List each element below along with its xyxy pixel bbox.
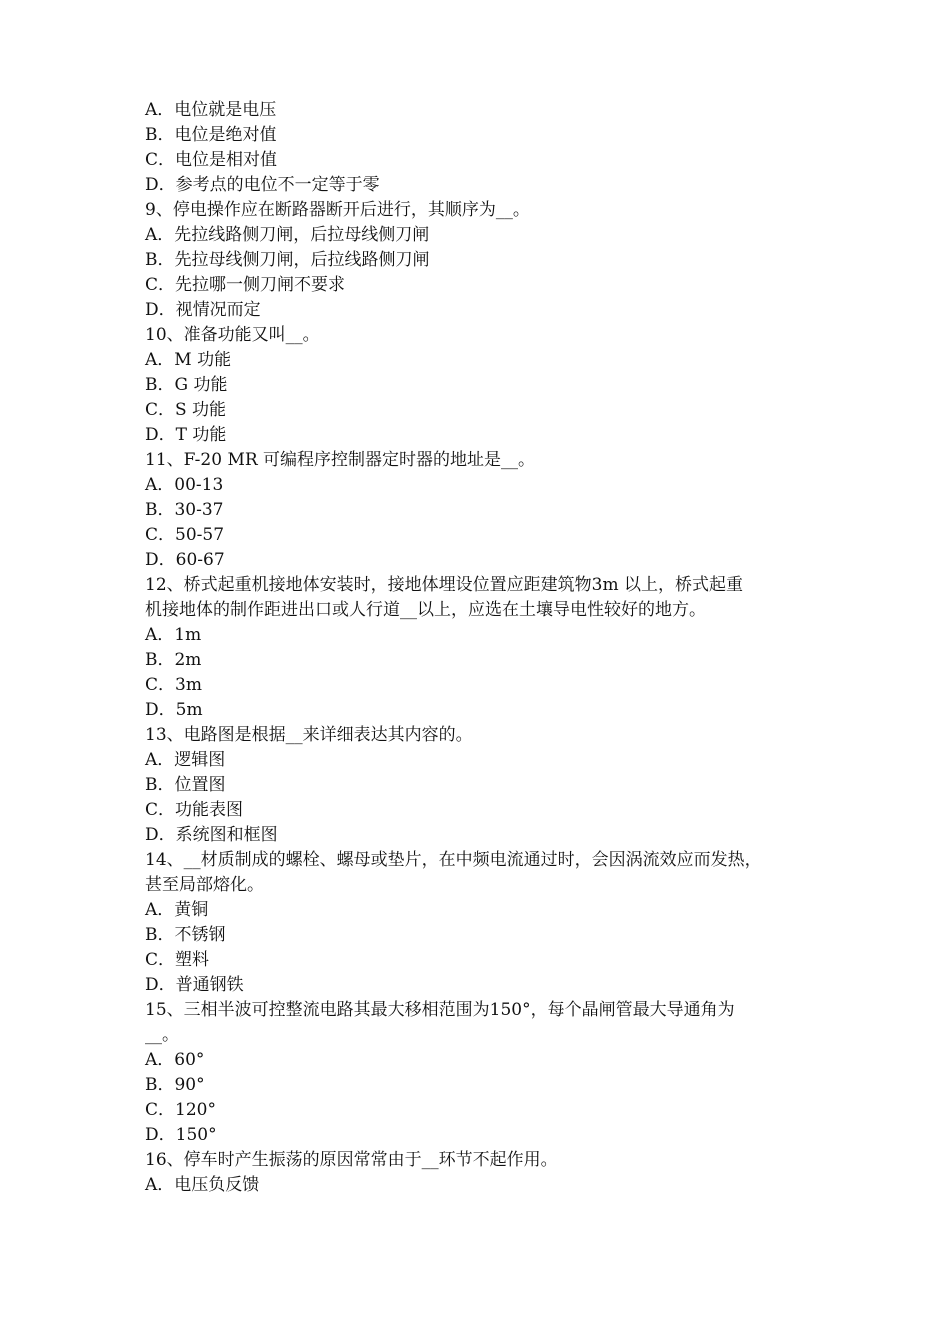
option-line: B．电位是绝对值 [145, 125, 277, 145]
option-line: B．G 功能 [145, 375, 228, 395]
option-line: B．先拉母线侧刀闸，后拉线路侧刀闸 [145, 250, 430, 270]
option-line: A．先拉线路侧刀闸，后拉母线侧刀闸 [145, 225, 430, 245]
question-line-continuation: 机接地体的制作距进出口或人行道__以上，应选在土壤导电性较好的地方。 [145, 600, 706, 620]
option-line: B．30-37 [145, 500, 224, 520]
option-line: A．M 功能 [145, 350, 232, 370]
option-line: C．先拉哪一侧刀闸不要求 [145, 275, 346, 295]
question-line: 13、电路图是根据__来详细表达其内容的。 [145, 725, 473, 745]
option-line: D．60-67 [145, 550, 225, 570]
option-line: A．电位就是电压 [145, 100, 277, 120]
option-line: A．逻辑图 [145, 750, 226, 770]
option-line: A．60° [145, 1050, 205, 1070]
option-line: C．塑料 [145, 950, 210, 970]
question-line: 11、F-20 MR 可编程序控制器定时器的地址是__。 [145, 450, 536, 470]
option-line: C．50-57 [145, 525, 225, 545]
option-line: D．150° [145, 1125, 217, 1145]
option-line: B．位置图 [145, 775, 226, 795]
question-line: 14、__材质制成的螺栓、螺母或垫片，在中频电流通过时，会因涡流效应而发热， [145, 850, 762, 870]
option-line: A．电压负反馈 [145, 1175, 260, 1195]
option-line: C．3m [145, 675, 202, 695]
option-line: D．5m [145, 700, 203, 720]
option-line: B．2m [145, 650, 202, 670]
option-line: B．90° [145, 1075, 205, 1095]
option-line: A．黄铜 [145, 900, 209, 920]
question-line: 12、桥式起重机接地体安装时，接地体埋设位置应距建筑物3m 以上，桥式起重 [145, 575, 743, 595]
option-line: D．视情况而定 [145, 300, 261, 320]
option-line: C．120° [145, 1100, 216, 1120]
question-line: 15、三相半波可控整流电路其最大移相范围为150°，每个晶闸管最大导通角为 [145, 1000, 735, 1020]
option-line: D．系统图和框图 [145, 825, 278, 845]
option-line: B．不锈钢 [145, 925, 226, 945]
question-line: 9、停电操作应在断路器断开后进行，其顺序为__。 [145, 200, 530, 220]
option-line: D．参考点的电位不一定等于零 [145, 175, 380, 195]
question-line: 10、准备功能又叫__。 [145, 325, 320, 345]
option-line: C．S 功能 [145, 400, 227, 420]
option-line: C．功能表图 [145, 800, 244, 820]
option-line: D．T 功能 [145, 425, 227, 445]
question-line-continuation: __。 [145, 1025, 179, 1045]
option-line: A．1m [145, 625, 202, 645]
option-line: D．普通钢铁 [145, 975, 244, 995]
question-line: 16、停车时产生振荡的原因常常由于__环节不起作用。 [145, 1150, 558, 1170]
option-line: C．电位是相对值 [145, 150, 278, 170]
option-line: A．00-13 [145, 475, 224, 495]
question-list [145, 98, 810, 1198]
question-line-continuation: 甚至局部熔化。 [145, 875, 264, 895]
